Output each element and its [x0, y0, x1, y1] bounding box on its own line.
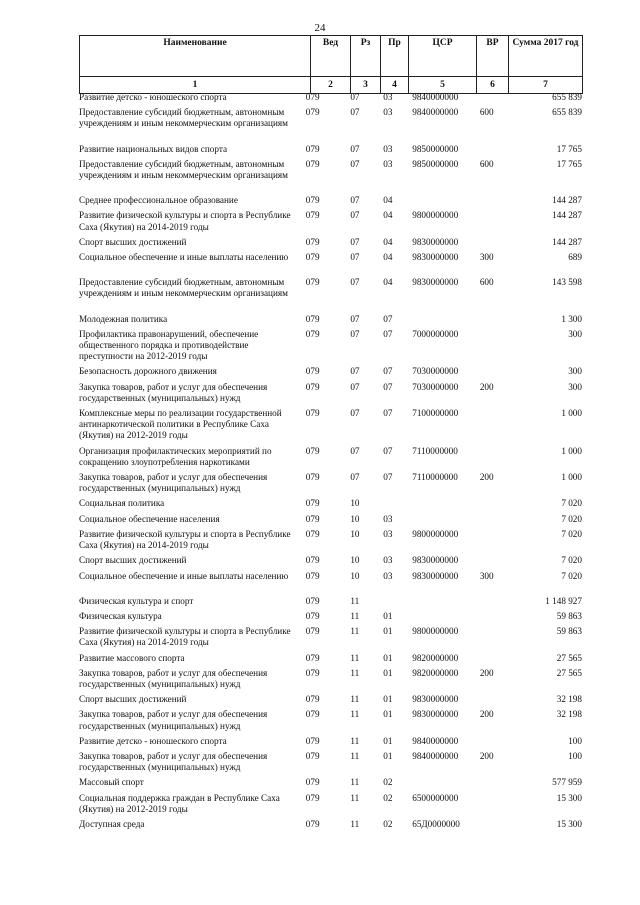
row-sum: 144 287 — [552, 236, 582, 247]
row-pr: 03 — [383, 570, 393, 581]
row-pr: 03 — [383, 143, 393, 154]
row-sum: 15 300 — [556, 792, 582, 803]
row-rz: 10 — [350, 555, 360, 566]
row-ved: 079 — [305, 818, 320, 829]
table-row — [79, 446, 582, 468]
row-rz: 07 — [350, 92, 360, 102]
table-row — [79, 751, 582, 773]
row-sum: 32 198 — [556, 694, 582, 705]
row-ved: 079 — [305, 158, 320, 169]
row-rz: 11 — [350, 735, 360, 746]
header-number: 7 — [509, 77, 583, 94]
row-rz: 11 — [350, 667, 360, 678]
row-sum: 17 765 — [556, 143, 582, 154]
row-name: Развитие массового спорта — [79, 652, 185, 663]
row-sum: 100 — [568, 735, 582, 746]
row-ved: 079 — [305, 92, 320, 102]
row-sum: 689 — [568, 252, 582, 263]
row-pr: 07 — [383, 445, 393, 456]
row-name: Комплексные меры по реализации государственной антинаркотической политики в Республике Саха (Якутия) на 2012-2019 годы — [79, 408, 282, 441]
row-sum: 1 000 — [561, 445, 582, 456]
row-vr — [476, 237, 513, 248]
row-pr: 04 — [383, 195, 393, 206]
row-sum: 655 839 — [552, 92, 582, 102]
row-csr: 9840000000 — [412, 92, 459, 102]
table-row — [79, 736, 582, 747]
row-ved: 079 — [305, 735, 320, 746]
header-number: 5 — [409, 77, 477, 94]
row-csr — [410, 596, 476, 607]
row-csr — [410, 195, 476, 206]
header-rz: Рз — [351, 36, 381, 77]
row-ved: 079 — [305, 210, 320, 221]
row-ved: 079 — [305, 313, 320, 324]
row-name: Закупка товаров, работ и услуг для обеспечения государственных (муниципальных) нужд — [79, 381, 268, 403]
row-sum: 100 — [568, 750, 582, 761]
header-number: 4 — [381, 77, 409, 94]
row-csr: 7030000000 — [412, 381, 459, 392]
row-csr: 9840000000 — [412, 107, 459, 118]
row-vr — [476, 408, 513, 442]
table-row — [79, 277, 582, 299]
row-rz: 11 — [350, 818, 360, 829]
row-rz: 07 — [350, 236, 360, 247]
row-csr: 9830000000 — [412, 709, 459, 720]
row-name: Предоставление субсидий бюджетным, автономным учреждениям и иным некоммерческим организациям — [79, 277, 288, 299]
row-pr: 07 — [383, 366, 393, 377]
row-rz: 11 — [350, 792, 360, 803]
row-vr — [476, 777, 513, 788]
row-csr — [410, 498, 476, 509]
row-pr: 07 — [383, 381, 393, 392]
row-sum: 1 148 927 — [545, 595, 582, 606]
row-csr: 9830000000 — [412, 236, 459, 247]
row-vr: 600 — [479, 158, 494, 169]
row-vr — [476, 596, 513, 607]
row-rz: 11 — [350, 626, 360, 637]
row-name: Спорт высших достижений — [79, 694, 187, 705]
row-name: Доступная среда — [79, 818, 145, 829]
row-vr — [476, 555, 513, 566]
row-pr: 01 — [383, 626, 393, 637]
row-csr: 9800000000 — [412, 626, 459, 637]
row-name: Развитие детско - юношеского спорта — [79, 92, 227, 102]
row-vr — [476, 514, 513, 525]
row-csr: 9840000000 — [412, 750, 459, 761]
row-rz: 07 — [350, 445, 360, 456]
header-number: 1 — [80, 77, 311, 94]
row-name: Физическая культура и спорт — [79, 595, 194, 606]
row-pr: 03 — [383, 528, 393, 539]
row-csr: 9830000000 — [412, 694, 459, 705]
row-ved: 079 — [305, 328, 320, 339]
row-vr — [476, 653, 513, 664]
row-name: Социальная поддержка граждан в Республике Саха (Якутия) на 2012-2019 годы — [79, 792, 280, 814]
row-csr: 7030000000 — [412, 366, 459, 377]
row-csr: 9800000000 — [412, 210, 459, 221]
header-number: 6 — [477, 77, 509, 94]
row-rz: 07 — [350, 195, 360, 206]
row-vr — [476, 529, 513, 551]
row-ved: 079 — [305, 513, 320, 524]
table-header — [79, 35, 583, 94]
table-body — [79, 92, 582, 834]
row-name: Закупка товаров, работ и услуг для обеспечения государственных (муниципальных) нужд — [79, 667, 268, 689]
row-rz: 11 — [350, 652, 360, 663]
row-ved: 079 — [305, 555, 320, 566]
row-rz: 07 — [350, 366, 360, 377]
row-csr — [410, 777, 476, 788]
row-pr: 03 — [383, 158, 393, 169]
row-rz: 07 — [350, 472, 360, 483]
row-vr — [476, 793, 513, 815]
row-sum: 27 565 — [556, 667, 582, 678]
row-vr — [476, 736, 513, 747]
row-rz: 07 — [350, 313, 360, 324]
table-row — [79, 694, 582, 705]
table-row — [79, 709, 582, 731]
table-row — [79, 596, 582, 607]
row-pr: 04 — [383, 236, 393, 247]
row-rz: 10 — [350, 513, 360, 524]
header-csr: ЦСР — [409, 36, 477, 77]
row-name: Социальное обеспечение и иные выплаты населению — [79, 570, 289, 581]
row-vr: 600 — [479, 107, 494, 118]
table-row — [79, 529, 582, 551]
row-sum: 143 598 — [552, 277, 582, 288]
row-ved: 079 — [305, 626, 320, 637]
row-sum: 300 — [568, 328, 582, 339]
row-pr: 04 — [383, 252, 393, 263]
row-csr: 9830000000 — [412, 252, 459, 263]
row-vr: 300 — [479, 252, 494, 263]
row-pr: 07 — [383, 328, 393, 339]
row-ved: 079 — [305, 236, 320, 247]
row-rz: 07 — [350, 107, 360, 118]
row-name: Молодежная политика — [79, 313, 168, 324]
row-pr: 01 — [383, 694, 393, 705]
row-rz: 07 — [350, 210, 360, 221]
row-ved: 079 — [305, 277, 320, 288]
row-vr — [476, 626, 513, 648]
row-pr: 01 — [383, 652, 393, 663]
row-sum: 7 020 — [561, 513, 582, 524]
table-row — [79, 159, 582, 181]
row-sum: 32 198 — [556, 709, 582, 720]
row-name: Физическая культура — [79, 610, 162, 621]
row-ved: 079 — [305, 694, 320, 705]
row-ved: 079 — [305, 498, 320, 509]
row-pr: 07 — [383, 472, 393, 483]
row-rz: 11 — [350, 709, 360, 720]
row-name: Безопасность дорожного движения — [79, 366, 217, 377]
row-rz: 11 — [350, 777, 360, 788]
table-row — [79, 653, 582, 664]
row-pr: 01 — [383, 667, 393, 678]
table-row — [79, 626, 582, 648]
table-row — [79, 793, 582, 815]
row-name: Среднее профессиональное образование — [79, 195, 238, 206]
row-sum: 27 565 — [556, 652, 582, 663]
row-ved: 079 — [305, 366, 320, 377]
table-row — [79, 144, 582, 155]
row-vr — [476, 366, 513, 377]
row-csr: 9850000000 — [412, 143, 459, 154]
row-rz: 07 — [350, 408, 360, 419]
row-rz: 07 — [350, 381, 360, 392]
row-rz: 07 — [350, 143, 360, 154]
row-pr: 07 — [383, 313, 393, 324]
table-row — [79, 329, 582, 363]
row-rz: 07 — [350, 328, 360, 339]
row-vr — [476, 694, 513, 705]
row-ved: 079 — [305, 570, 320, 581]
row-sum: 7 020 — [561, 498, 582, 509]
row-sum: 15 300 — [556, 818, 582, 829]
row-pr: 01 — [383, 610, 393, 621]
header-number: 3 — [351, 77, 381, 94]
row-sum: 1 000 — [561, 408, 582, 419]
row-csr: 9830000000 — [412, 570, 459, 581]
row-vr — [476, 329, 513, 363]
header-ved: Вед — [311, 36, 351, 77]
row-pr: 03 — [383, 107, 393, 118]
row-vr — [476, 195, 513, 206]
row-vr — [476, 314, 513, 325]
header-number: 2 — [311, 77, 351, 94]
row-pr: 04 — [383, 210, 393, 221]
table-row — [79, 210, 582, 232]
row-ved: 079 — [305, 143, 320, 154]
table-row — [79, 668, 582, 690]
row-sum: 59 863 — [556, 626, 582, 637]
row-name: Спорт высших достижений — [79, 555, 187, 566]
row-ved: 079 — [305, 777, 320, 788]
table-row — [79, 252, 582, 263]
row-pr: 03 — [383, 513, 393, 524]
row-ved: 079 — [305, 652, 320, 663]
row-sum: 17 765 — [556, 158, 582, 169]
row-vr — [476, 611, 513, 622]
row-rz: 07 — [350, 277, 360, 288]
row-ved: 079 — [305, 709, 320, 720]
table-row — [79, 366, 582, 377]
row-pr — [379, 596, 410, 607]
row-rz: 10 — [350, 528, 360, 539]
table-row — [79, 195, 582, 206]
row-csr: 65Д0000000 — [412, 818, 460, 829]
table-row — [79, 498, 582, 509]
row-sum: 7 020 — [561, 528, 582, 539]
table-row — [79, 777, 582, 788]
row-sum: 144 287 — [552, 210, 582, 221]
table-row — [79, 408, 582, 442]
row-ved: 079 — [305, 195, 320, 206]
row-rz: 11 — [350, 595, 360, 606]
row-vr — [476, 210, 513, 232]
row-csr: 6500000000 — [412, 792, 459, 803]
row-ved: 079 — [305, 445, 320, 456]
header-pr: Пр — [381, 36, 409, 77]
row-name: Закупка товаров, работ и услуг для обеспечения государственных (муниципальных) нужд — [79, 750, 268, 773]
row-pr: 07 — [383, 408, 393, 419]
row-pr: 04 — [383, 277, 393, 288]
row-sum: 300 — [568, 366, 582, 377]
row-sum: 1 300 — [561, 313, 582, 324]
row-vr: 600 — [479, 277, 494, 288]
row-vr: 200 — [479, 472, 494, 483]
row-vr — [476, 446, 513, 468]
row-vr: 300 — [479, 570, 494, 581]
row-csr: 9840000000 — [412, 735, 459, 746]
row-pr: 03 — [383, 555, 393, 566]
row-ved: 079 — [305, 610, 320, 621]
table-row — [79, 571, 582, 582]
header-vr: ВР — [477, 36, 509, 77]
row-vr — [476, 144, 513, 155]
row-ved: 079 — [305, 667, 320, 678]
row-sum: 144 287 — [552, 195, 582, 206]
row-vr: 200 — [479, 750, 494, 761]
row-csr: 9850000000 — [412, 158, 459, 169]
row-pr — [379, 498, 410, 509]
table-row — [79, 819, 582, 830]
row-ved: 079 — [305, 750, 320, 761]
row-name: Развитие физической культуры и спорта в Республике Саха (Якутия) на 2014-2019 годы — [79, 626, 291, 648]
table-row — [79, 555, 582, 566]
row-sum: 300 — [568, 381, 582, 392]
row-ved: 079 — [305, 792, 320, 803]
row-rz: 11 — [350, 610, 360, 621]
table-row — [79, 107, 582, 129]
row-name: Социальное обеспечение и иные выплаты населению — [79, 252, 289, 263]
row-pr: 01 — [383, 735, 393, 746]
row-rz: 10 — [350, 570, 360, 581]
row-ved: 079 — [305, 408, 320, 419]
row-name: Развитие детско - юношеского спорта — [79, 735, 227, 746]
row-ved: 079 — [305, 107, 320, 118]
row-vr: 200 — [479, 709, 494, 720]
row-pr: 01 — [383, 709, 393, 720]
row-sum: 7 020 — [561, 570, 582, 581]
row-vr: 200 — [479, 381, 494, 392]
row-sum: 1 000 — [561, 472, 582, 483]
row-sum: 577 959 — [552, 777, 582, 788]
row-csr: 7000000000 — [412, 328, 459, 339]
header-name: Наименование — [80, 36, 311, 77]
row-name: Профилактика правонарушений, обеспечение общественного порядка и противодействие преступности на 2012-2019 годы — [79, 328, 259, 362]
row-sum: 655 839 — [552, 107, 582, 118]
row-vr: 200 — [479, 667, 494, 678]
row-name: Массовый спорт — [79, 777, 144, 788]
row-pr: 02 — [383, 777, 393, 788]
table-row — [79, 92, 582, 103]
table-row — [79, 472, 582, 494]
header-sum: Сумма 2017 год — [509, 36, 583, 77]
table-row — [79, 237, 582, 248]
row-csr: 9820000000 — [412, 667, 459, 678]
row-sum: 59 863 — [556, 610, 582, 621]
row-vr — [476, 92, 513, 103]
row-name: Предоставление субсидий бюджетным, автономным учреждениям и иным некоммерческим организациям — [79, 158, 288, 181]
row-rz: 11 — [350, 694, 360, 705]
row-pr: 03 — [383, 92, 393, 102]
row-pr: 02 — [383, 792, 393, 803]
row-csr: 7110000000 — [412, 445, 458, 456]
table-row — [79, 611, 582, 622]
row-vr — [476, 498, 513, 509]
row-name: Закупка товаров, работ и услуг для обеспечения государственных (муниципальных) нужд — [79, 709, 268, 731]
row-name: Организация профилактических мероприятий по сокращению злоупотребления наркотиками — [79, 445, 272, 467]
table-row — [79, 314, 582, 325]
table-row — [79, 382, 582, 404]
row-csr: 7110000000 — [412, 472, 458, 483]
row-csr: 9830000000 — [412, 555, 459, 566]
row-rz: 11 — [350, 750, 360, 761]
page-number: 24 — [314, 22, 326, 34]
row-name: Спорт высших достижений — [79, 236, 187, 247]
row-rz: 10 — [350, 498, 360, 509]
row-rz: 07 — [350, 158, 360, 169]
row-csr — [410, 514, 476, 525]
row-csr: 7100000000 — [412, 408, 459, 419]
row-pr: 01 — [383, 750, 393, 761]
row-name: Развитие национальных видов спорта — [79, 143, 228, 154]
row-ved: 079 — [305, 381, 320, 392]
row-name: Развитие физической культуры и спорта в Республике Саха (Якутия) на 2014-2019 годы — [79, 528, 291, 551]
row-ved: 079 — [305, 528, 320, 539]
row-pr: 02 — [383, 818, 393, 829]
row-ved: 079 — [305, 472, 320, 483]
row-name: Социальная политика — [79, 498, 165, 509]
row-vr — [476, 819, 513, 830]
row-ved: 079 — [305, 595, 320, 606]
row-name: Развитие физической культуры и спорта в Республике Саха (Якутия) на 2014-2019 годы — [79, 210, 291, 232]
row-sum: 7 020 — [561, 555, 582, 566]
row-csr: 9830000000 — [412, 277, 459, 288]
row-csr — [410, 611, 476, 622]
row-csr: 9800000000 — [412, 528, 459, 539]
row-csr — [410, 314, 476, 325]
row-csr: 9820000000 — [412, 652, 459, 663]
row-name: Социальное обеспечение населения — [79, 513, 220, 524]
row-name: Предоставление субсидий бюджетным, автономным учреждениям и иным некоммерческим организациям — [79, 107, 288, 129]
row-ved: 079 — [305, 252, 320, 263]
row-name: Закупка товаров, работ и услуг для обеспечения государственных (муниципальных) нужд — [79, 472, 268, 494]
row-rz: 07 — [350, 252, 360, 263]
table-row — [79, 514, 582, 525]
